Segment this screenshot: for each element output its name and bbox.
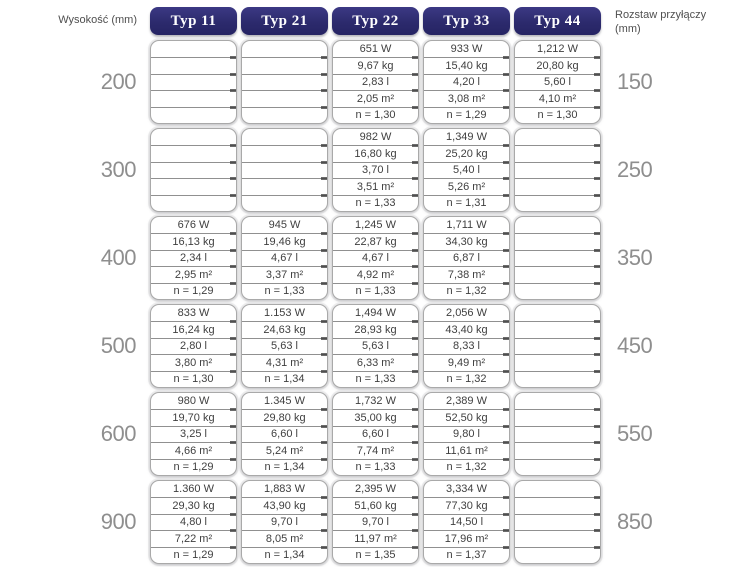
table-cell: 28,93 kg <box>333 321 418 337</box>
table-cell: 3,37 m² <box>242 266 327 282</box>
row-group-900 <box>0 480 756 564</box>
table-cell <box>151 145 236 161</box>
table-cell: 4,80 l <box>151 514 236 530</box>
cell-card-typ22-h900 <box>332 480 419 564</box>
table-cell: 7,22 m² <box>151 530 236 546</box>
table-cell <box>515 217 600 233</box>
table-cell: n = 1,32 <box>424 283 509 299</box>
table-cell: 676 W <box>177 219 210 232</box>
table-cell: 5,63 l <box>333 338 418 354</box>
table-cell <box>515 250 600 266</box>
row-group-200 <box>0 40 756 124</box>
table-cell: 35,00 kg <box>333 409 418 425</box>
table-cell <box>151 195 236 211</box>
table-cell: 1,212 W <box>537 43 578 56</box>
spacing-label: 350 <box>617 245 653 270</box>
table-cell <box>515 426 600 442</box>
table-cell: 1,732 W <box>355 395 396 408</box>
table-cell: n = 1,37 <box>424 547 509 563</box>
cell-card-typ44-h400 <box>514 216 601 300</box>
table-cell: n = 1,29 <box>151 547 236 563</box>
column-header-typ-44: Typ 44 <box>514 7 601 35</box>
cell-card-typ11-h900 <box>150 480 237 564</box>
spacing-label: 250 <box>617 157 653 182</box>
table-cell <box>515 338 600 354</box>
table-cell: 16,24 kg <box>151 321 236 337</box>
spacing-axis-label <box>605 6 756 37</box>
table-cell: n = 1,30 <box>151 371 236 387</box>
table-cell: 14,50 l <box>424 514 509 530</box>
height-label: 500 <box>100 333 136 358</box>
table-cell: 3,25 l <box>151 426 236 442</box>
table-cell: 982 W <box>359 131 392 144</box>
cell-card-typ11-h400 <box>150 216 237 300</box>
table-cell <box>242 178 327 194</box>
table-cell: 52,50 kg <box>424 409 509 425</box>
table-cell <box>242 90 327 106</box>
table-cell: 16,13 kg <box>151 233 236 249</box>
table-cell <box>242 145 327 161</box>
cell-card-typ44-h600 <box>514 392 601 476</box>
row-group-400 <box>0 216 756 300</box>
height-label: 200 <box>100 69 136 94</box>
table-cell <box>515 233 600 249</box>
spacing-label: 850 <box>617 509 653 534</box>
table-cell: 4,67 l <box>333 250 418 266</box>
table-cell: 3,334 W <box>446 483 487 496</box>
table-cell: 9,67 kg <box>333 57 418 73</box>
table-cell <box>242 57 327 73</box>
table-cell: 933 W <box>450 43 483 56</box>
table-cell: n = 1,30 <box>515 107 600 123</box>
table-cell: 9,80 l <box>424 426 509 442</box>
table-cell: 9,49 m² <box>424 354 509 370</box>
cell-card-typ44-h300 <box>514 128 601 212</box>
table-cell <box>515 497 600 513</box>
table-cell: 2,389 W <box>446 395 487 408</box>
cell-card-typ11-h600 <box>150 392 237 476</box>
table-cell: n = 1,34 <box>242 371 327 387</box>
height-label: 300 <box>100 157 136 182</box>
table-cell: 3,80 m² <box>151 354 236 370</box>
cell-card-typ44-h200 <box>514 40 601 124</box>
table-cell: n = 1,29 <box>424 107 509 123</box>
table-cell: 6,60 l <box>242 426 327 442</box>
table-cell: n = 1,33 <box>242 283 327 299</box>
cell-card-typ22-h300 <box>332 128 419 212</box>
table-cell <box>151 162 236 178</box>
table-cell: 9,70 l <box>242 514 327 530</box>
table-cell: n = 1,34 <box>242 459 327 475</box>
table-cell: n = 1,35 <box>333 547 418 563</box>
cell-card-typ44-h900 <box>514 480 601 564</box>
table-cell: 1,245 W <box>355 219 396 232</box>
table-cell <box>515 195 600 211</box>
table-cell <box>515 162 600 178</box>
cell-card-typ22-h200 <box>332 40 419 124</box>
table-cell: 5,40 l <box>424 162 509 178</box>
table-cell: n = 1,33 <box>333 283 418 299</box>
spacing-axis-label-line2: (mm) <box>615 22 641 35</box>
table-cell: 8,05 m² <box>242 530 327 546</box>
table-cell: 11,61 m² <box>424 442 509 458</box>
spacing-label: 550 <box>617 421 653 446</box>
table-cell: 2,056 W <box>446 307 487 320</box>
table-cell <box>242 129 327 145</box>
table-cell: 43,40 kg <box>424 321 509 337</box>
table-cell: 3,70 l <box>333 162 418 178</box>
spacing-label: 150 <box>617 69 653 94</box>
table-cell: n = 1,33 <box>333 371 418 387</box>
cell-card-typ22-h400 <box>332 216 419 300</box>
height-label: 600 <box>100 421 136 446</box>
table-cell <box>515 354 600 370</box>
cell-card-typ11-h300 <box>150 128 237 212</box>
height-label: 400 <box>100 245 136 270</box>
table-cell: 19,46 kg <box>242 233 327 249</box>
cell-card-typ44-h500 <box>514 304 601 388</box>
table-cell: n = 1,33 <box>333 459 418 475</box>
table-cell: n = 1,29 <box>151 283 236 299</box>
row-group-300 <box>0 128 756 212</box>
table-cell: n = 1,31 <box>424 195 509 211</box>
cell-card-typ22-h500 <box>332 304 419 388</box>
table-cell: 2,95 m² <box>151 266 236 282</box>
table-cell: 9,70 l <box>333 514 418 530</box>
table-cell: 11,97 m² <box>333 530 418 546</box>
table-cell <box>151 129 236 145</box>
table-cell: 2,83 l <box>333 74 418 90</box>
table-cell <box>515 305 600 321</box>
table-cell: n = 1,32 <box>424 459 509 475</box>
table-cell <box>151 57 236 73</box>
table-cell: 6,60 l <box>333 426 418 442</box>
table-cell: 17,96 m² <box>424 530 509 546</box>
height-axis-label: Wysokość (mm) <box>58 14 137 27</box>
table-cell: 4,66 m² <box>151 442 236 458</box>
table-cell: n = 1,34 <box>242 547 327 563</box>
table-cell <box>515 459 600 475</box>
table-cell <box>515 371 600 387</box>
cell-card-typ33-h300 <box>423 128 510 212</box>
cell-card-typ21-h900 <box>241 480 328 564</box>
table-cell <box>515 409 600 425</box>
table-cell: 945 W <box>268 219 301 232</box>
table-cell <box>515 266 600 282</box>
table-cell: 3,51 m² <box>333 178 418 194</box>
spacing-axis-label-line1: Rozstaw przyłączy <box>615 9 707 21</box>
height-label: 900 <box>100 509 136 534</box>
table-cell: 4,20 l <box>424 74 509 90</box>
table-cell: 77,30 kg <box>424 497 509 513</box>
cell-card-typ21-h500 <box>241 304 328 388</box>
cell-card-typ21-h200 <box>241 40 328 124</box>
table-cell: 15,40 kg <box>424 57 509 73</box>
table-cell <box>242 195 327 211</box>
table-cell: 22,87 kg <box>333 233 418 249</box>
cell-card-typ33-h400 <box>423 216 510 300</box>
table-cell: 5,60 l <box>515 74 600 90</box>
table-cell <box>515 442 600 458</box>
cell-card-typ11-h500 <box>150 304 237 388</box>
table-cell: 1,349 W <box>446 131 487 144</box>
table-cell: 7,74 m² <box>333 442 418 458</box>
cell-card-typ33-h900 <box>423 480 510 564</box>
row-group-500 <box>0 304 756 388</box>
cell-card-typ33-h600 <box>423 392 510 476</box>
table-cell: 5,63 l <box>242 338 327 354</box>
table-cell <box>151 178 236 194</box>
column-header-typ-21: Typ 21 <box>241 7 328 35</box>
table-cell: n = 1,33 <box>333 195 418 211</box>
table-cell <box>151 41 236 57</box>
table-cell <box>515 547 600 563</box>
table-cell <box>151 90 236 106</box>
table-cell: 3,08 m² <box>424 90 509 106</box>
table-cell: 651 W <box>359 43 392 56</box>
table-cell: 6,33 m² <box>333 354 418 370</box>
table-cell: 1,711 W <box>446 219 487 232</box>
table-cell <box>515 481 600 497</box>
table-cell <box>515 129 600 145</box>
table-cell <box>515 393 600 409</box>
table-cell: 20,80 kg <box>515 57 600 73</box>
table-cell <box>515 514 600 530</box>
row-group-600 <box>0 392 756 476</box>
table-cell <box>242 41 327 57</box>
table-cell: 1.153 W <box>264 307 305 320</box>
table-cell: 4,10 m² <box>515 90 600 106</box>
table-cell: 4,67 l <box>242 250 327 266</box>
column-header-typ-33: Typ 33 <box>423 7 510 35</box>
column-header-typ-22: Typ 22 <box>332 7 419 35</box>
table-cell: 4,92 m² <box>333 266 418 282</box>
column-header-typ-11: Typ 11 <box>150 7 237 35</box>
table-cell: 5,26 m² <box>424 178 509 194</box>
table-cell: 25,20 kg <box>424 145 509 161</box>
table-cell: 16,80 kg <box>333 145 418 161</box>
table-body <box>0 40 756 564</box>
table-cell: 1.345 W <box>264 395 305 408</box>
table-cell: 2,05 m² <box>333 90 418 106</box>
table-cell: 29,80 kg <box>242 409 327 425</box>
table-cell <box>242 74 327 90</box>
cell-card-typ33-h500 <box>423 304 510 388</box>
table-cell: n = 1,29 <box>151 459 236 475</box>
table-cell: 2,34 l <box>151 250 236 266</box>
table-cell: 51,60 kg <box>333 497 418 513</box>
cell-card-typ21-h300 <box>241 128 328 212</box>
table-cell: 6,87 l <box>424 250 509 266</box>
table-cell: 4,31 m² <box>242 354 327 370</box>
table-cell: 34,30 kg <box>424 233 509 249</box>
table-cell: 19,70 kg <box>151 409 236 425</box>
cell-card-typ21-h600 <box>241 392 328 476</box>
table-cell: 5,24 m² <box>242 442 327 458</box>
cell-card-typ21-h400 <box>241 216 328 300</box>
table-cell: 833 W <box>177 307 210 320</box>
table-cell <box>151 74 236 90</box>
table-cell: 43,90 kg <box>242 497 327 513</box>
cell-card-typ22-h600 <box>332 392 419 476</box>
table-cell: 24,63 kg <box>242 321 327 337</box>
table-cell: 7,38 m² <box>424 266 509 282</box>
table-cell: 1.360 W <box>173 483 214 496</box>
table-cell <box>515 145 600 161</box>
table-cell: n = 1,30 <box>333 107 418 123</box>
table-cell: 8,33 l <box>424 338 509 354</box>
table-cell: 2,80 l <box>151 338 236 354</box>
table-cell: 980 W <box>177 395 210 408</box>
cell-card-typ11-h200 <box>150 40 237 124</box>
table-cell: 29,30 kg <box>151 497 236 513</box>
spacing-label: 450 <box>617 333 653 358</box>
cell-card-typ33-h200 <box>423 40 510 124</box>
table-cell: n = 1,32 <box>424 371 509 387</box>
table-cell <box>515 530 600 546</box>
table-cell <box>515 321 600 337</box>
table-cell <box>515 178 600 194</box>
table-cell: 2,395 W <box>355 483 396 496</box>
table-cell: 1,494 W <box>355 307 396 320</box>
table-cell <box>242 107 327 123</box>
table-header <box>0 6 756 34</box>
table-cell <box>515 283 600 299</box>
table-cell <box>151 107 236 123</box>
table-cell <box>242 162 327 178</box>
table-cell: 1,883 W <box>264 483 305 496</box>
